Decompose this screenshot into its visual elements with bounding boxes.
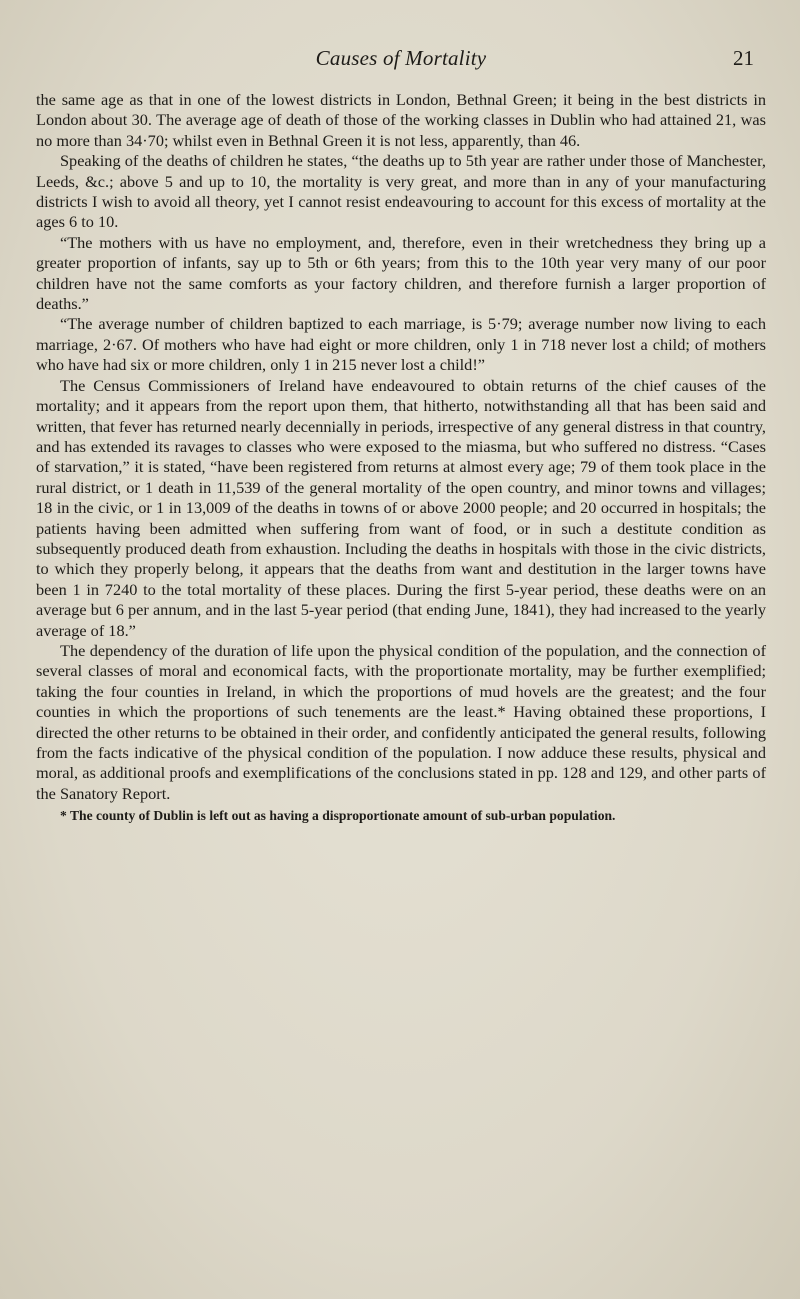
paragraph-baptism-quote: “The average number of children baptized to each marriage, is 5·79; average number now living to each marriage, 2·67. Of mothers who have had eight or more children, only 1 in 718 never lost a child; of mothers who have had six or more children, only 1 in 215 never lost a child!” bbox=[36, 314, 766, 375]
paragraph-mothers-quote: “The mothers with us have no employment, and, therefore, even in their wretchedness they bring up a greater proportion of infants, say up to 5th or 6th years; from this to the 10th year very many of our poor children have not the same comforts as your factory children, and therefore furnish a larger proportion of deaths.” bbox=[36, 232, 766, 314]
paragraph-children-deaths: Speaking of the deaths of children he states, “the deaths up to 5th year are rather under those of Manchester, Leeds, &c.; above 5 and up to 10, the mortality is very great, and more than in any of your manufacturing districts I wish to avoid all theory, yet I cannot resist endeavouring to account for this excess of mortality at the ages 6 to 10. bbox=[36, 151, 766, 232]
page-number: 21 bbox=[733, 46, 754, 70]
paragraph-dependency: The dependency of the duration of life upon the physical condition of the population, and the connection of several classes of moral and economical facts, with the proportionate mortality, may be further exemplified; taking the four counties in Ireland, in which the proportions of mud hovels are the greatest; and the four counties in which the proportions of such tenements are the least.* Having obtained these proportions, I directed the other returns to be obtained in their order, and confidently anticipated the general results, following from the facts indicative of the physical condition of the population. I now adduce these results, physical and moral, as additional proofs and exemplifications of the conclusions stated in pp. 128 and 129, and other parts of the Sanatory Report. bbox=[36, 640, 766, 803]
paragraph-census-commissioners: The Census Commissioners of Ireland have endeavoured to obtain returns of the chief causes of the mortality; and it appears from the report upon them, that hitherto, notwithstanding all that has been said and written, that fever has returned nearly decennially in periods, irrespective of any general distress in that country, and has extended its ravages to classes who were exposed to the miasma, but who suffered no distress. “Cases of starvation,” it is stated, “have been registered from returns at almost every age; 79 of them took place in the rural district, or 1 death in 11,539 of the general mortality of the open country, and minor towns and villages; 18 in the civic, or 1 in 13,009 of the deaths in towns of or above 2000 people; and 20 occurred in hospitals; the patients having been admitted when suffering from want of food, or in such a destitute condition as subsequently produced death from exhaustion. Including the deaths in hospitals with those in the civic districts, to which they properly belong, it appears that the deaths from want and destitution in the larger towns have been 1 in 7240 to the total mortality of these places. During the first 5-year period, these deaths were on an average but 6 per annum, and in the last 5-year period (that ending June, 1841), they had increased to the yearly average of 18.” bbox=[36, 375, 766, 640]
footnote: * The county of Dublin is left out as having a disproportionate amount of sub-urban population. bbox=[60, 808, 616, 824]
running-head bbox=[36, 38, 766, 78]
paragraph-continuation: the same age as that in one of the lowest districts in London, Bethnal Green; it being in the best districts in London about 30. The average age of death of those of the working classes in Dublin who had attained 21, was no more than 34·70; whilst even in Bethnal Green it is not less, apparently, than 46. bbox=[36, 90, 766, 150]
body-text bbox=[36, 90, 766, 804]
running-title: Causes of Mortality bbox=[315, 46, 487, 70]
